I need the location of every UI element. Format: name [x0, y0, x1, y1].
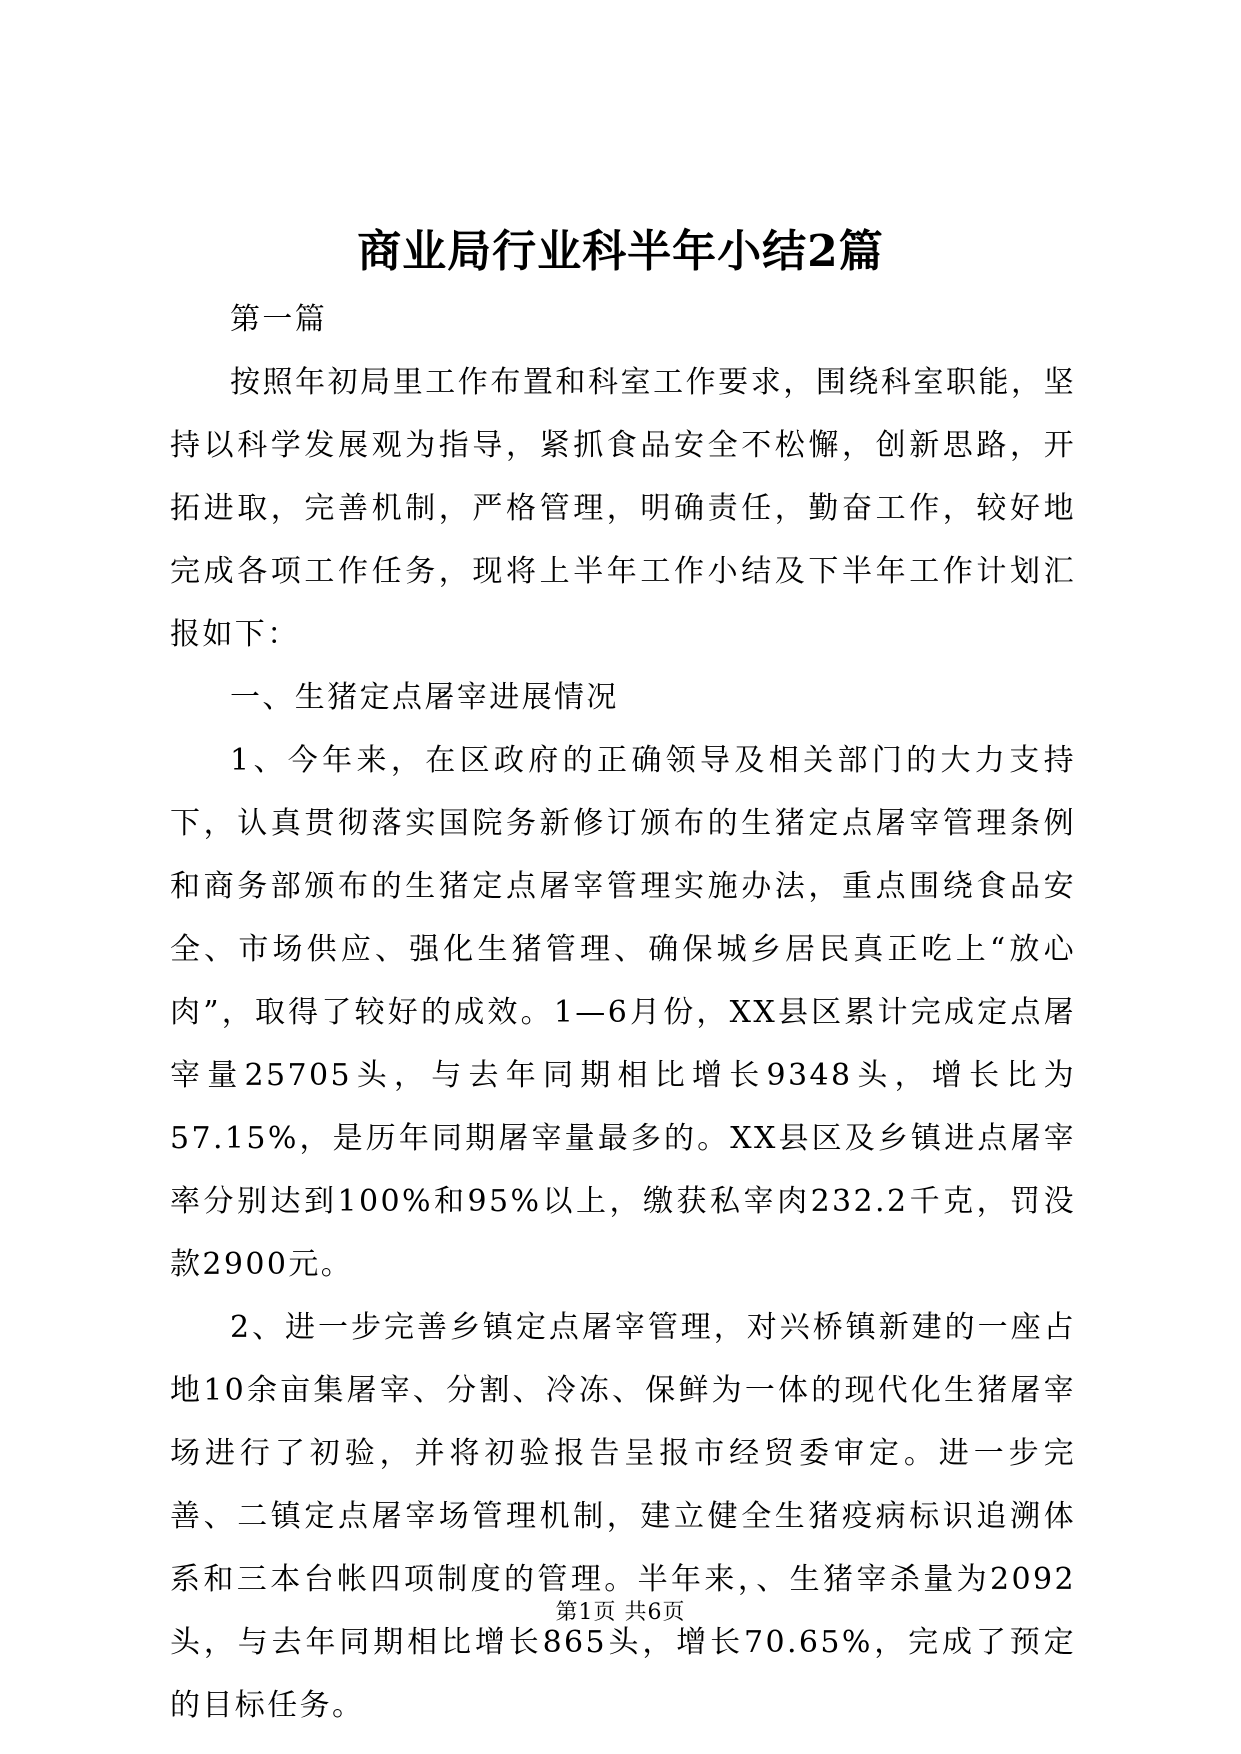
paragraph-item-2: 2、进一步完善乡镇定点屠宰管理，对兴桥镇新建的一座占地10余亩集屠宰、分割、冷冻、保鲜为一体的现代化生猪屠宰场进行了初验，并将初验报告呈报市经贸委审定。进一步完善、二镇定点屠宰场管理机制，建立健全生猪疫病标识追溯体系和三本台帐四项制度的管理。半年来，、生猪宰杀量为2092头，与去年同期相比增长865头，增长70.65%，完成了预定的目标任务。 — [170, 1310, 1076, 1723]
section-heading-pig-slaughter: 一、生猪定点屠宰进展情况 — [230, 680, 619, 715]
document-body — [170, 288, 1076, 1737]
page-footer: 第1页 共6页 — [555, 1600, 686, 1625]
paragraph-item-1: 1、今年来，在区政府的正确领导及相关部门的大力支持下，认真贯彻落实国院务新修订颁布的生猪定点屠宰管理条例和商务部颁布的生猪定点屠宰管理实施办法，重点围绕食品安全、市场供应、强化生猪管理、确保城乡居民真正吃上“放心肉”，取得了较好的成效。1—6月份，XX县区累计完成定点屠宰量25705头，与去年同期相比增长9348头，增长比为57.15%，是历年同期屠宰量最多的。XX县区及乡镇进点屠宰率分别达到100%和95%以上，缴获私宰肉232.2千克，罚没款2900元。 — [170, 743, 1076, 1282]
intro-paragraph: 按照年初局里工作布置和科室工作要求，围绕科室职能，坚持以科学发展观为指导，紧抓食品安全不松懈，创新思路，开拓进取，完善机制，严格管理，明确责任，勤奋工作，较好地完成各项工作任务，现将上半年工作小结及下半年工作计划汇报如下： — [170, 365, 1076, 652]
document-title: 商业局行业科半年小结2篇 — [357, 226, 884, 277]
section-heading-part-one: 第一篇 — [230, 302, 328, 337]
